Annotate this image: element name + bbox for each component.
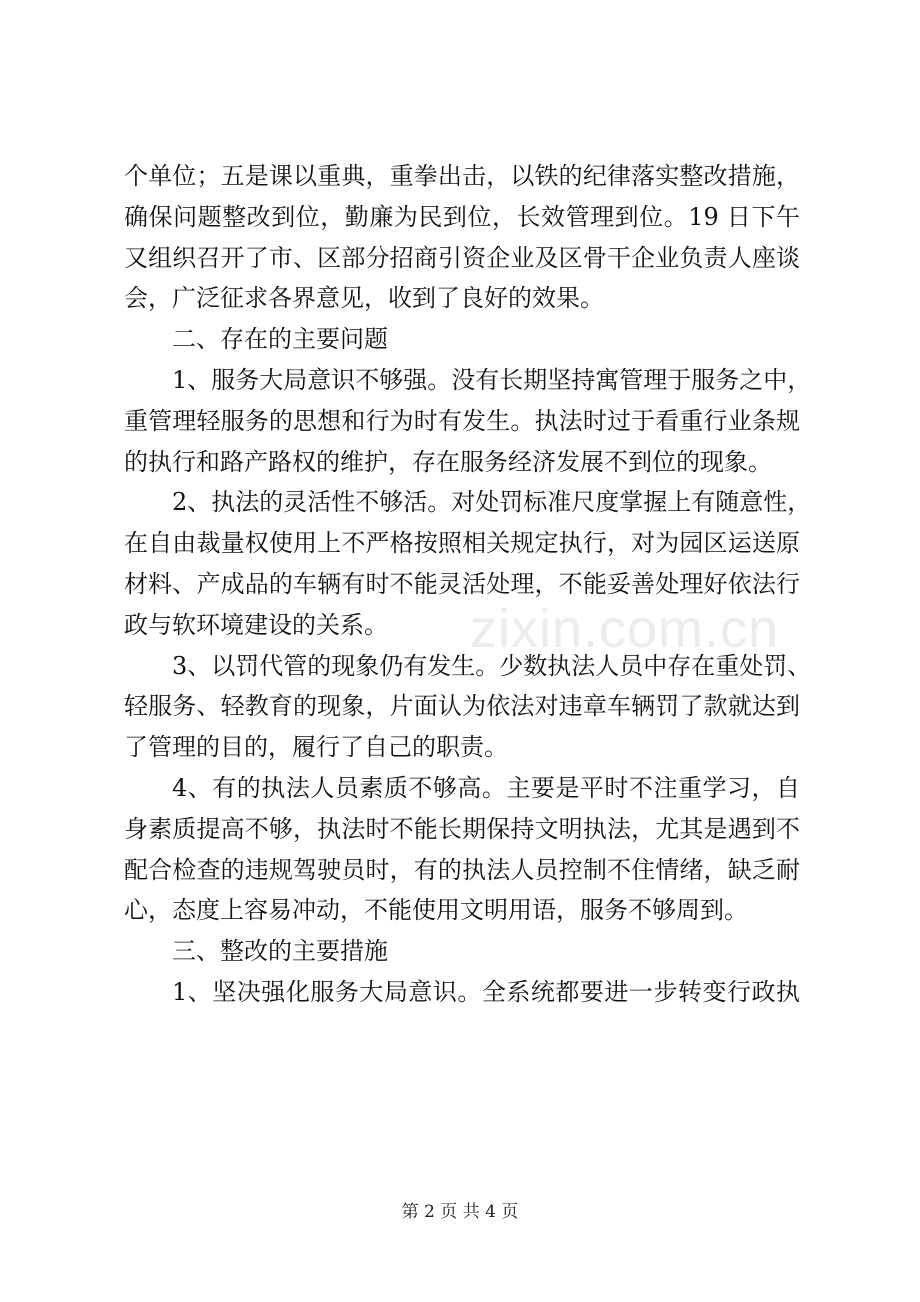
text-line: 4、有的执法人员素质不够高。主要是平时不注重学习，自 (172, 773, 800, 802)
page-number-footer: 第 2 页 共 4 页 (401, 1202, 519, 1222)
section-heading: 三、整改的主要措施 (172, 937, 388, 966)
text-line: 材料、产成品的车辆有时不能灵活处理，不能妥善处理好依法行 (124, 569, 800, 598)
text-line: 心，态度上容易冲动，不能使用文明用语，服务不够周到。 (124, 896, 748, 925)
section-heading: 二、存在的主要问题 (172, 325, 388, 354)
text-line: 确保问题整改到位，勤廉为民到位，长效管理到位。19 日下午 (124, 202, 800, 231)
text-line: 会，广泛征求各界意见，收到了良好的效果。 (124, 284, 604, 313)
text-line: 身素质提高不够，执法时不能长期保持文明执法，尤其是遇到不 (124, 814, 800, 843)
text-line: 的执行和路产路权的维护，存在服务经济发展不到位的现象。 (124, 447, 772, 476)
text-line: 政与软环境建设的关系。 (124, 610, 388, 639)
text-line: 轻服务、轻教育的现象，片面认为依法对违章车辆罚了款就达到 (124, 692, 800, 721)
text-line: 了管理的目的，履行了自己的职责。 (124, 733, 508, 762)
text-line: 1、服务大局意识不够强。没有长期坚持寓管理于服务之中， (172, 365, 812, 394)
watermark: zixin.com.cn (470, 599, 780, 659)
text-line: 2、执法的灵活性不够活。对处罚标准尺度掌握上有随意性， (172, 488, 812, 517)
text-line: 在自由裁量权使用上不严格按照相关规定执行，对为园区运送原 (124, 529, 800, 558)
text-line: 个单位；五是课以重典，重拳出击，以铁的纪律落实整改措施， (124, 162, 800, 190)
text-line: 1、坚决强化服务大局意识。全系统都要进一步转变行政执 (172, 977, 800, 1006)
text-line: 3、以罚代管的现象仍有发生。少数执法人员中存在重处罚、 (172, 651, 812, 680)
text-line: 配合检查的违规驾驶员时，有的执法人员控制不住情绪，缺乏耐 (124, 855, 800, 884)
text-line: 重管理轻服务的思想和行为时有发生。执法时过于看重行业条规 (124, 406, 800, 435)
body-text (124, 156, 812, 1013)
text-line: 又组织召开了市、区部分招商引资企业及区骨干企业负责人座谈 (124, 243, 800, 272)
